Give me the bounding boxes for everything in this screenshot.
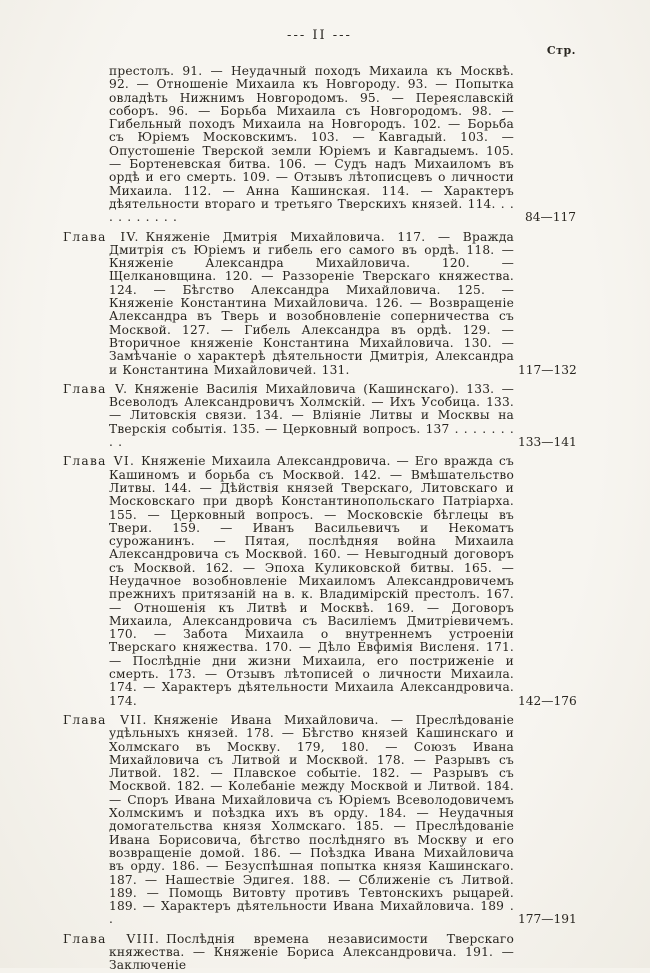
chapter-label: Глава VII. [63,712,148,727]
toc-entry [63,933,576,973]
page-range: 117—132 [518,362,577,377]
chapter-label: Глава VIII. [63,931,161,946]
page-number-header: --- II --- [287,28,352,43]
toc-entry [63,383,576,449]
page-range: 84—117 [525,210,576,225]
toc-entry [63,65,576,225]
toc-entry [63,714,576,927]
chapter-label: Глава V. [63,381,129,396]
toc-entry [63,455,576,708]
entry-body-text: Послѣднія времена независимости Тверскаго княжества. — Княженіе Бориса Александровича. 191. — Заключеніе [109,931,514,973]
chapter-label: Глава VI. [63,454,136,469]
entry-body-text: Княженіе Михаила Александровича. — Его вражда съ Кашиномъ и борьба съ Москвой. 142. — Вмѣшательство Литвы. 144. — Дѣйствія князей Тверскаго, Литовскаго и Московскаго при дворѣ Константинопольскаго Патріарха. 155. — Церковный вопросъ. — Московскіе бѣглецы въ Твери. 159. — Иванъ Васильевичъ и Некоматъ сурожанинъ. — Пятая, послѣдняя война Михаила Александровича съ Москвой. 160. — Невыгодный договоръ съ Москвой. 162. — Эпоха Куликовской битвы. 165. — Неудачное возобновленіе Михаиломъ Александровичемъ прежнихъ притязаній на в. к. Владимірскій престолъ. 167. — Отношенія къ Литвѣ и Москвѣ. 169. — Договоръ Михаила, Александровича съ Василіемъ Дмитріевичемъ. 170. — Забота Михаила о внутреннемъ устроеніи Тверскаго княжества. 170. — Дѣло Евфимія Висленя. 171. — Послѣдніе дни жизни Михаила, его постриженіе и смерть. 173. — Отзывъ лѣтописей о личности Михаила. 174. — Характеръ дѣятельности Михаила Александровича. 174. [109,454,514,708]
page-range: 177—191 [518,912,577,927]
toc-entry-text [63,455,514,708]
entry-body-text: престолъ. 91. — Неудачный походъ Михаила къ Москвѣ. 92. — Отношеніе Михаила къ Новгороду. 93. — Попытка овладѣть Нижнимъ Новгородомъ. 95. — Переяславскій соборъ. 96. — Борьба Михаила съ Новгородомъ. 98. — Гибельный походъ Михаила на Новгородъ. 102. — Борьба съ Юріемъ Московскимъ. 103. — Кавгадый. 103. — Опустошеніе Тверской земли Юріемъ и Кавгадыемъ. 105. — Бортеневская битва. 106. — Судъ надъ Михаиломъ въ ордѣ и его смерть. 109. — Отзывъ лѣтописцевъ о личности Михаила. 112. — Анна Кашинская. 114. — Характеръ дѣятельности втораго и третьяго Тверскихъ князей. 114. . . . . . . . . . . [109,64,514,225]
toc-entry-text [63,65,514,225]
page-column-label: Стр. [546,44,576,57]
entry-body-text: Княженіе Ивана Михайловича. — Преслѣдованіе удѣльныхъ князей. 178. — Бѣгство князей Кашинскаго и Холмскаго въ Москву. 179, 180. — Союзъ Ивана Михайловича съ Литвой и Москвой. 178. — Разрывъ съ Литвой. 182. — Плавское событіе. 182. — Разрывъ съ Москвой. 182. — Колебаніе между Москвой и Литвой. 184. — Споръ Ивана Михайловича съ Юріемъ Всеволодовичемъ Холмскимъ и поѣздка ихъ въ орду. 184. — Неудачныя домогательства князя Холмскаго. 185. — Преслѣдованіе Ивана Борисовича, бѣгство послѣдняго въ Москву и его возвращеніе домой. 186. — Поѣздка Ивана Михайловича въ орду. 186. — Безуспѣшная попытка князя Кашинскаго. 187. — Нашествіе Эдигея. 188. — Сближеніе съ Литвой. 189. — Помощь Витовту противъ Тевтонскихъ рыцарей. 189. — Характеръ дѣятельности Ивана Михайловича. 189 . . [109,712,515,927]
toc-entry-text [63,933,514,973]
entry-body-text: Княженіе Василія Михайловича (Кашинскаго). 133. — Всеволодъ Александровичъ Холмскій. — Ихъ Усобица. 133. — Литовскія связи. 134. — Вліяніе Литвы и Москвы на Тверскія событія. 135. — Церковный вопросъ. 137 . . . . . . . . . [109,381,514,450]
page-range: 142—176 [518,693,577,708]
table-of-contents [63,65,576,973]
toc-entry-text [63,383,514,449]
toc-entry-text [63,231,514,377]
chapter-label: Глава IV. [63,229,140,244]
entry-body-text: Княженіе Дмитрія Михайловича. 117. — Вражда Дмитрія съ Юріемъ и гибель его самого въ ордѣ. 118. — Княженіе Александра Михайловича. 120. — Щелкановщина. 120. — Раззореніе Тверскаго княжества. 124. — Бѣгство Александра Михайловича. 125. — Княженіе Константина Михайловича. 126. — Возвращеніе Александра въ Тверь и возобновленіе соперничества съ Москвой. 127. — Гибель Александра въ ордѣ. 129. — Вторичное княженіе Константина Михайловича. 130. — Замѣчаніе о характерѣ дѣятельности Дмитрія, Александра и Константина Михайловичей. 131. [109,229,514,377]
toc-entry-text [63,714,514,927]
toc-entry [63,231,576,377]
page-range: 133—141 [518,435,577,450]
